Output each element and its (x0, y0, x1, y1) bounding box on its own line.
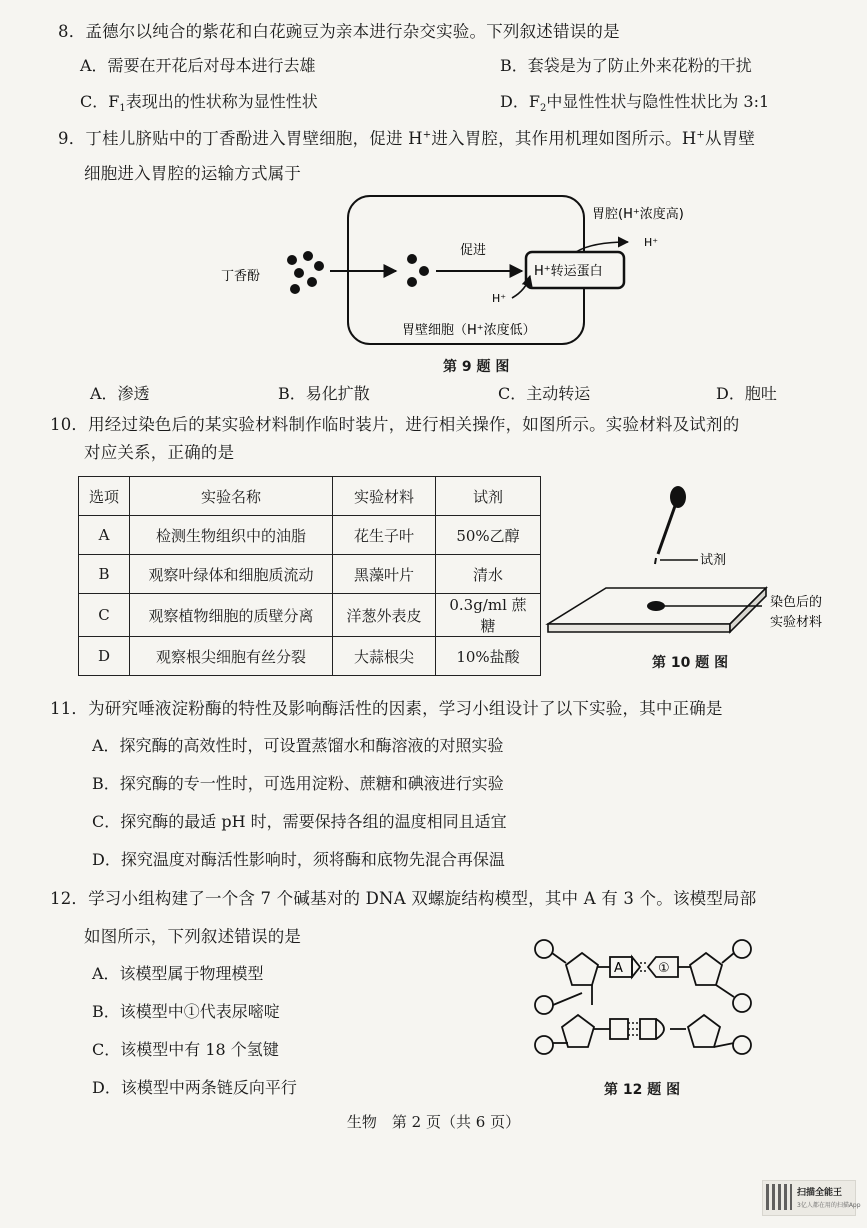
q8-c-post: 表现出的性状称为显性性状 (125, 92, 318, 111)
header-reagent: 试剂 (436, 477, 541, 516)
q11-option-c: C．探究酶的最适 pH 时，需要保持各组的温度相同且适宜 (92, 812, 507, 831)
q10-stem-line2: 对应关系，正确的是 (84, 443, 235, 462)
q8-option-b: B．套袋是为了防止外来花粉的干扰 (500, 56, 752, 75)
phosphate (535, 1036, 553, 1054)
material-label-line2: 实验材料 (770, 615, 823, 630)
clove-molecules-outside (287, 251, 324, 294)
q12-stem-line2: 如图所示，下列叙述错误的是 (84, 927, 302, 946)
cell-material: 花生子叶 (333, 516, 436, 555)
q9-diagram (200, 190, 720, 350)
cell-experiment: 检测生物组织中的油脂 (130, 516, 333, 555)
q10-caption: 第 10 题 图 (652, 655, 729, 671)
cell-reagent: 50%乙醇 (436, 516, 541, 555)
header-experiment: 实验名称 (130, 477, 333, 516)
sugar-pentagon (690, 953, 722, 985)
phosphate (733, 1036, 751, 1054)
cell-reagent: 0.3g/ml 蔗糖 (436, 594, 541, 637)
page-footer: 生物 第 2 页（共 6 页） (346, 1113, 521, 1131)
q8-option-d (500, 89, 769, 114)
q12-option-d: D．该模型中两条链反向平行 (92, 1078, 297, 1097)
header-material: 实验材料 (333, 477, 436, 516)
base-a-tip (632, 957, 640, 977)
q12-caption: 第 12 题 图 (604, 1082, 681, 1098)
base-curve (656, 1019, 664, 1039)
q8-c-pre: C．F (80, 92, 120, 111)
table-row (79, 555, 541, 594)
q8-d-post: 中显性性状与隐性性状比为 3:1 (546, 92, 770, 111)
cell-reagent: 10%盐酸 (436, 637, 541, 676)
cell-option: C (79, 594, 130, 637)
q8-stem: 8．孟德尔以纯合的紫花和白花豌豆为亲本进行杂交实验。下列叙述错误的是 (58, 22, 620, 41)
cavity-label: 胃腔(H⁺浓度高) (592, 207, 684, 222)
cell-experiment: 观察植物细胞的质壁分离 (130, 594, 333, 637)
sugar-pentagon (688, 1015, 720, 1047)
q10-stem-line1: 10．用经过染色后的某实验材料制作临时装片，进行相关操作，如图所示。实验材料及试剂的 (50, 415, 740, 434)
q9-option-d: D．胞吐 (716, 384, 777, 403)
watermark-sub: 3亿人都在用的扫描App (797, 1202, 861, 1209)
h-in-label: H⁺ (492, 292, 507, 305)
header-option: 选项 (79, 477, 130, 516)
q12-option-c: C．该模型中有 18 个氢键 (92, 1040, 279, 1059)
sugar-pentagon (566, 953, 598, 985)
table-row (79, 637, 541, 676)
q12-dna-diagram (530, 935, 760, 1063)
q12-option-b: B．该模型中①代表尿嘧啶 (92, 1002, 280, 1021)
q10-diagram (540, 482, 866, 652)
qr-code-icon (766, 1184, 792, 1210)
cell-material: 洋葱外表皮 (333, 594, 436, 637)
q8-d-sub: 2 (539, 103, 547, 115)
q9-option-b: B．易化扩散 (278, 384, 370, 403)
q11-option-b: B．探究酶的专一性时，可选用淀粉、蔗糖和碘液进行实验 (92, 774, 504, 793)
q9-stem-line1: 9．丁桂儿脐贴中的丁香酚进入胃壁细胞，促进 H+进入胃腔，其作用机理如图所示。H+从胃壁 (58, 129, 756, 148)
dropper-tube (658, 506, 675, 554)
cell-label: 胃壁细胞（H⁺浓度低） (402, 323, 536, 338)
table-row (79, 516, 541, 555)
bond-line (552, 953, 566, 963)
q10-table (78, 476, 541, 676)
q9-stem-b: 进入胃腔，其作用机理如图所示。H (431, 129, 697, 148)
cell-option: B (79, 555, 130, 594)
table-row (79, 594, 541, 637)
cell-option: D (79, 637, 130, 676)
q11-stem: 11．为研究唾液淀粉酶的特性及影响酶活性的因素，学习小组设计了以下实验，其中正确是 (50, 699, 723, 718)
cell-experiment: 观察叶绿体和细胞质流动 (130, 555, 333, 594)
clove-molecules-inside (407, 254, 429, 287)
cell-experiment: 观察根尖细胞有丝分裂 (130, 637, 333, 676)
reagent-drop (655, 558, 656, 564)
cell-material: 黑藻叶片 (333, 555, 436, 594)
phosphate (733, 940, 751, 958)
phosphate (535, 996, 553, 1014)
q9-stem-a: 9．丁桂儿脐贴中的丁香酚进入胃壁细胞，促进 H (58, 129, 423, 148)
stained-material (647, 601, 665, 611)
q11-option-d: D．探究温度对酶活性影响时，须将酶和底物先混合再保温 (92, 850, 505, 869)
q8-option-a: A．需要在开花后对母本进行去雄 (80, 56, 316, 75)
q9-stem-line2: 细胞进入胃腔的运输方式属于 (84, 164, 302, 183)
base-a-label: A (614, 961, 623, 976)
q12-option-a: A．该模型属于物理模型 (92, 964, 264, 983)
q11-option-a: A．探究酶的高效性时，可设置蒸馏水和酶溶液的对照实验 (92, 736, 504, 755)
q9-stem-c: 从胃壁 (705, 129, 756, 148)
bond-line (553, 993, 582, 1005)
q8-d-pre: D．F (500, 92, 540, 111)
scanner-watermark (762, 1180, 861, 1216)
q8-option-c (80, 89, 318, 114)
q8-c-sub: 1 (119, 103, 126, 115)
q12-stem-line1: 12．学习小组构建了一个含 7 个碱基对的 DNA 双螺旋结构模型，其中 A 有 3 个。该模型局部 (50, 889, 757, 908)
bond-line (714, 1043, 734, 1047)
q9-option-c: C．主动转运 (498, 384, 591, 403)
cell-material: 大蒜根尖 (333, 637, 436, 676)
transporter-label: H⁺转运蛋白 (534, 264, 603, 279)
cell-option: A (79, 516, 130, 555)
slide-front (548, 624, 730, 632)
reagent-label: 试剂 (700, 553, 727, 568)
dropper-bulb (670, 486, 686, 508)
phosphate (535, 940, 553, 958)
q9-option-a: A．渗透 (90, 384, 150, 403)
h-out-label: H⁺ (644, 236, 659, 249)
base-box (640, 1019, 656, 1039)
q9-caption: 第 9 题 图 (443, 359, 510, 375)
clove-label: 丁香酚 (220, 269, 260, 284)
table-header-row (79, 477, 541, 516)
phosphate (733, 994, 751, 1012)
bond-line (722, 953, 734, 963)
bond-line (716, 985, 734, 997)
material-label-line1: 染色后的 (770, 595, 823, 610)
watermark-title: 扫描全能王 (797, 1188, 843, 1198)
base-box (610, 1019, 628, 1039)
cell-reagent: 清水 (436, 555, 541, 594)
base-1-label: ① (658, 961, 670, 976)
promote-label: 促进 (460, 243, 487, 258)
